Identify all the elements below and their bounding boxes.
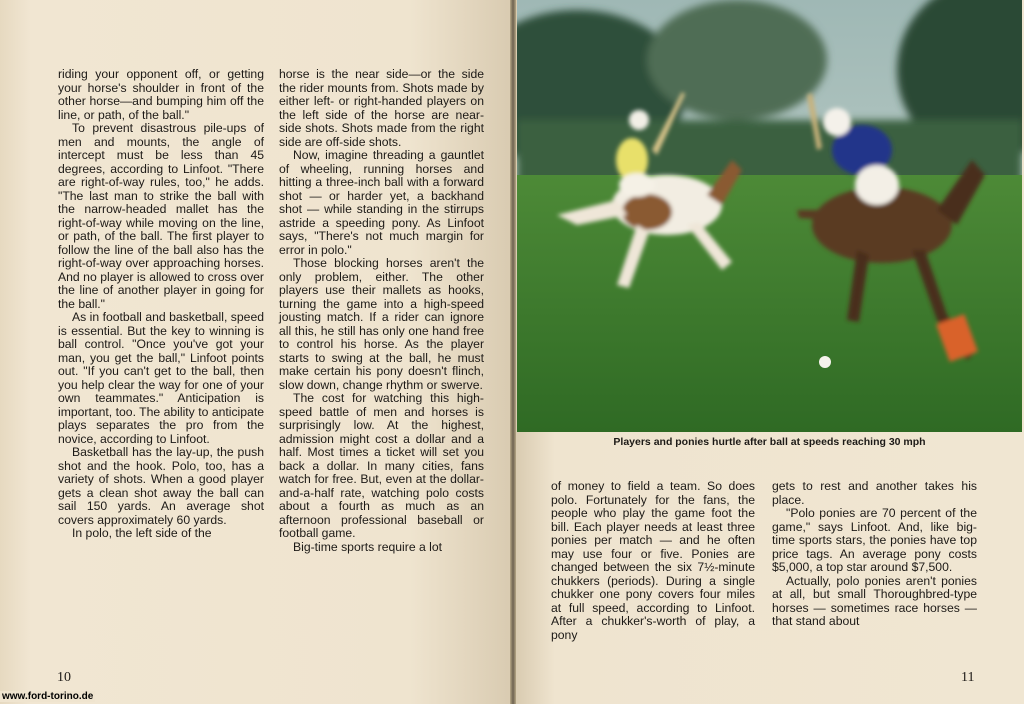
paragraph: Big-time sports require a lot [293, 539, 443, 554]
paragraph: horse is the near side—or the side the rider mounts from. Shots made by either left- or right-handed players on the left side of the horse are near-side shots. Shots made from the right side are off-side shots. [279, 67, 484, 149]
polo-photo [517, 0, 1022, 432]
page-number-left: 10 [57, 670, 71, 685]
paragraph: Actually, polo ponies aren't ponies at all, but small Thoroughbred-type horses — sometimes race horses — that stand about [772, 573, 977, 628]
book-gutter [510, 0, 516, 704]
paragraph: Those blocking horses aren't the only problem, either. The other players use their mallets as hooks, turning the game into a high-speed jousting match. If a rider can ignore all this, he still has only one hand free to control his horse. As the player starts to swing at the ball, he must make certain his pony doesn't flinch, slow down, change rhythm or swerve. [279, 256, 484, 392]
left-column-1 [58, 68, 264, 541]
paragraph: To prevent disastrous pile-ups of men and mounts, the angle of intercept must be less than 45 degrees, according to Linfoot. "There are right-of-way rules, too," he adds. "The last man to strike the ball with the narrow-headed mallet has the right-of-way while moving on the line, or path, of the ball. The first player to follow the line of the ball also has the right-of-way over approaching horses. And no player is allowed to cross over the line of another player in going for the ball." [58, 121, 264, 311]
right-column-1 [551, 480, 755, 642]
paragraph: gets to rest and another takes his place. [772, 479, 977, 507]
paragraph: Now, imagine threading a gauntlet of wheeling, running horses and hitting a three-inch ball with a forward shot — or harder yet, a backhand shot — while standing in the stirrups astride a speeding pony. As Linfoot says, "There's not much margin for error in polo." [279, 148, 484, 257]
paragraph: As in football and basketball, speed is essential. But the key to winning is ball control. "Once you've got your man, you get the ball," Linfoot points out. "If you can't get to the ball, then you help clear the way for one of your own teammates." Anticipation is important, too. The ability to anticipate plays separates the pro from the novice, according to Linfoot. [58, 310, 264, 446]
watermark-url: www.ford-torino.de [2, 691, 94, 702]
right-column-2 [772, 480, 977, 629]
paragraph: The cost for watching this high-speed battle of men and horses is surprisingly low. At the highest, admission might cost a dollar and a half. Most times a ticket will set you back a dollar. In many cities, fans watch for free. But, even at the dollar-and-a-half rate, watching polo costs about a fourth as much as an afternoon professional baseball or football game. [279, 391, 484, 540]
paragraph: of money to field a team. So does polo. Fortunately for the fans, the people who play the game foot the bill. Each player needs at least three ponies per match — and he often may use four or five. Ponies are changed between the six 7½-minute chukkers (periods). During a single chukker one pony covers four miles at full speed, according to Linfoot. After a chukker's-worth of play, a pony [551, 479, 755, 642]
paragraph: riding your opponent off, or getting your horse's shoulder in front of the other horse—and bumping him off the line, or path, of the ball." [58, 67, 264, 122]
photo-caption: Players and ponies hurtle after ball at speeds reaching 30 mph [613, 436, 926, 448]
paragraph: "Polo ponies are 70 percent of the game," says Linfoot. And, like big-time sports stars, the ponies have top price tags. An average pony costs $5,000, a top star around $7,500. [772, 506, 977, 574]
paragraph: In polo, the left side of the [72, 526, 212, 540]
page-number-right: 11 [961, 670, 975, 685]
left-column-2 [279, 68, 484, 554]
paragraph: Basketball has the lay-up, the push shot and the hook. Polo, too, has a variety of shots. When a good player gets a clean shot away the ball can sail 150 yards. An average shot covers approximately 60 yards. [58, 445, 264, 527]
